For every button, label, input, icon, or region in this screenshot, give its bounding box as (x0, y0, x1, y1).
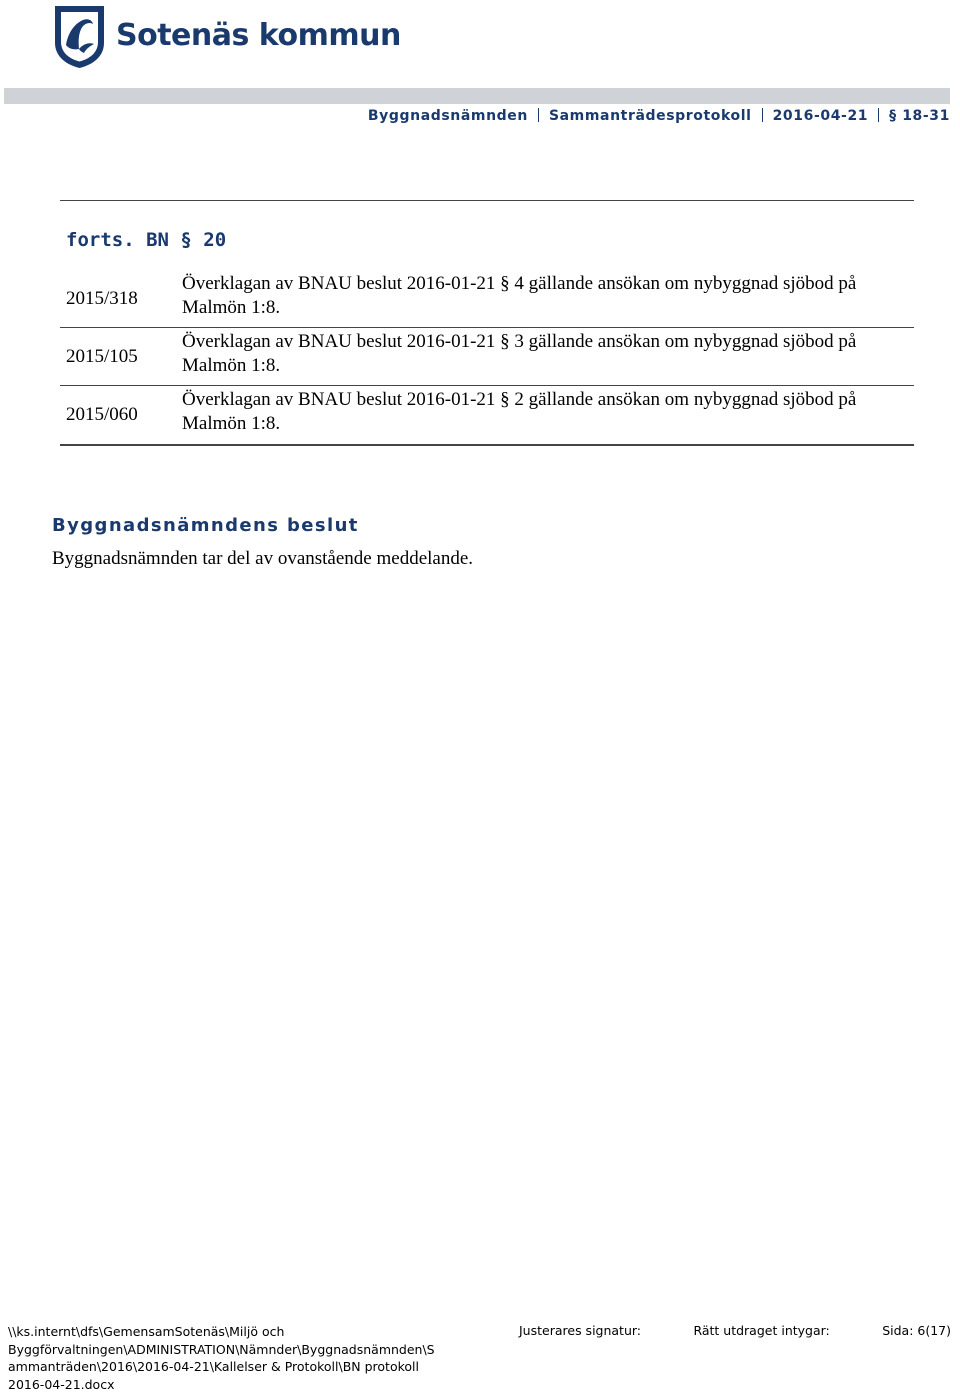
top-divider (60, 200, 914, 201)
running-head-separator (878, 108, 879, 122)
case-number: 2015/318 (66, 287, 138, 309)
running-head-paragraphs: § 18-31 (889, 108, 950, 124)
case-row (60, 386, 914, 446)
case-number: 2015/105 (66, 345, 138, 367)
section-reference: forts. BN § 20 (66, 229, 227, 251)
decision-heading: Byggnadsnämndens beslut (52, 515, 359, 536)
org-logo (52, 3, 401, 69)
case-description: Överklagan av BNAU beslut 2016-01-21 § 4 gällande ansökan om nybyggnad sjöbod på Malmön 1:8. (182, 273, 857, 318)
running-head-separator (762, 108, 763, 122)
footer-file-path: \\ks.internt\dfs\GemensamSotenäs\Miljö och Byggförvaltningen\ADMINISTRATION\Nämnder\Byggnadsnämnden\S ammanträden\2016\2016-04-21\Kallelser & Protokoll\BN protokoll 2016-04-21.docx (8, 1324, 435, 1392)
running-head (368, 108, 950, 124)
case-row (60, 270, 914, 328)
municipality-shield-icon (52, 3, 107, 69)
org-name: Sotenäs kommun (116, 17, 401, 53)
case-row (60, 328, 914, 386)
case-number: 2015/060 (66, 404, 138, 425)
header-bar (4, 88, 950, 104)
running-head-doc-type: Sammanträdesprotokoll (548, 108, 752, 124)
page-number: Sida: 6(17) (882, 1323, 951, 1338)
case-description: Överklagan av BNAU beslut 2016-01-21 § 2 gällande ansökan om nybyggnad sjöbod på Malmön 1:8. (182, 389, 857, 434)
certified-label: Rätt utdraget intygar: (693, 1323, 830, 1338)
decision-text: Byggnadsnämnden tar del av ovanstående meddelande. (52, 548, 474, 569)
running-head-body: Byggnadsnämnden (367, 108, 528, 124)
running-head-separator (538, 108, 539, 122)
case-list (60, 270, 914, 446)
case-description: Överklagan av BNAU beslut 2016-01-21 § 3 gällande ansökan om nybyggnad sjöbod på Malmön 1:8. (182, 331, 857, 376)
signature-label: Justerares signatur: (519, 1323, 642, 1338)
running-head-date: 2016-04-21 (772, 108, 869, 124)
footer-signature-area (519, 1323, 951, 1338)
